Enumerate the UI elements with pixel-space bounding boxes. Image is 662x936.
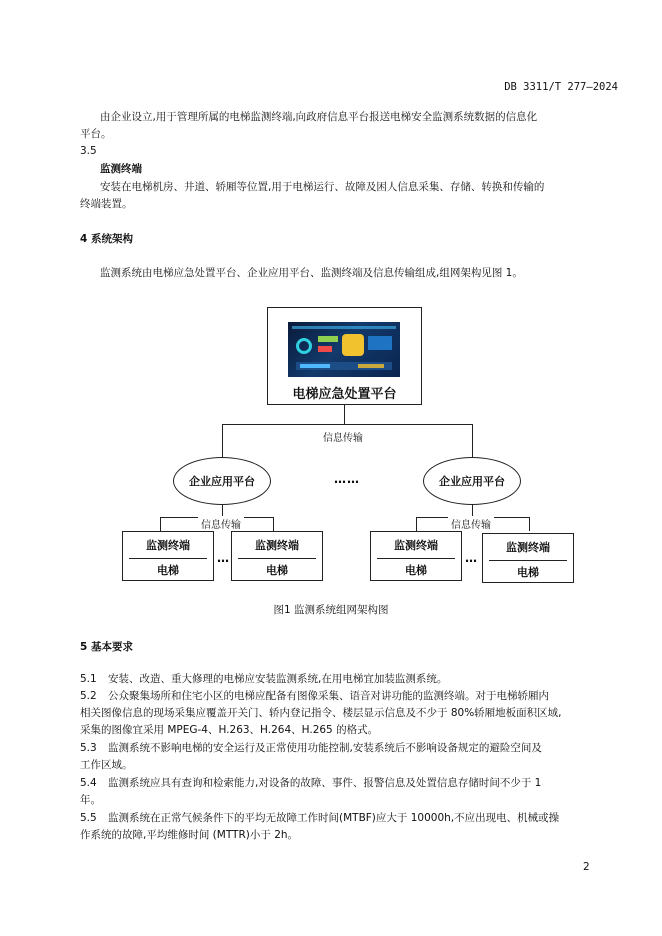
section-heading: 4 系统架构 bbox=[80, 233, 133, 245]
paragraph-line: 监测系统应具有查询和检索能力,对设备的故障、事件、报警信息及处置信息存储时间不少于 1 bbox=[108, 777, 542, 789]
enterprise-platform-right: 企业应用平台 bbox=[423, 457, 521, 505]
paragraph-line: 作系统的故障,平均维修时间 (MTTR)小于 2h。 bbox=[80, 829, 299, 841]
paragraph-line: 公众聚集场所和住宅小区的电梯应配备有图像采集、语音对讲功能的监测终端。对于电梯轿厢内 bbox=[108, 690, 549, 702]
paragraph-line: 安装在电梯机房、井道、轿厢等位置,用于电梯运行、故障及困人信息采集、存储、转换和传输的 bbox=[100, 181, 545, 193]
terminal-box bbox=[231, 531, 323, 581]
terminal-label: 监测终端 bbox=[506, 541, 550, 554]
terminal-ellipsis: … bbox=[465, 551, 478, 565]
terminal-box bbox=[482, 533, 574, 583]
paragraph-line: 相关图像信息的现场采集应覆盖开关门、轿内登记指令、楼层显示信息及不少于 80%轿厢地板面积区域, bbox=[80, 707, 562, 719]
info-transfer-label-right: 信息传输 bbox=[448, 516, 494, 531]
figure-caption: 图1 监测系统组网架构图 bbox=[273, 604, 389, 616]
clause-number: 3.5 bbox=[80, 145, 97, 157]
paragraph-line: 平台。 bbox=[80, 128, 112, 140]
clause-number: 5.3 bbox=[80, 742, 97, 754]
dashboard-screenshot-icon bbox=[288, 322, 400, 377]
clause-number: 5.1 bbox=[80, 673, 97, 685]
term-title: 监测终端 bbox=[100, 163, 142, 175]
paragraph-line: 安装、改造、重大修理的电梯应安装监测系统,在用电梯宜加装监测系统。 bbox=[108, 673, 448, 685]
enterprise-platform-left: 企业应用平台 bbox=[173, 457, 271, 505]
info-transfer-label: 信息传输 bbox=[320, 429, 366, 444]
paragraph-line: 采集的图像宜采用 MPEG-4、H.263、H.264、H.265 的格式。 bbox=[80, 724, 379, 736]
elevator-label: 电梯 bbox=[517, 566, 539, 579]
emergency-platform-box bbox=[267, 307, 422, 405]
terminal-ellipsis: … bbox=[217, 551, 230, 565]
middle-ellipsis: …… bbox=[334, 472, 360, 486]
paragraph-line: 工作区域。 bbox=[80, 759, 133, 771]
section-heading: 5 基本要求 bbox=[80, 641, 133, 653]
paragraph-line: 监测系统由电梯应急处置平台、企业应用平台、监测终端及信息传输组成,组网架构见图 1。 bbox=[100, 267, 523, 279]
paragraph-line: 年。 bbox=[80, 794, 101, 806]
clause-number: 5.2 bbox=[80, 690, 97, 702]
terminal-box bbox=[370, 531, 462, 581]
standard-code: DB 3311/T 277—2024 bbox=[504, 81, 618, 93]
terminal-box bbox=[122, 531, 214, 581]
terminal-label: 监测终端 bbox=[146, 539, 190, 552]
clause-number: 5.5 bbox=[80, 812, 97, 824]
info-transfer-label-left: 信息传输 bbox=[198, 516, 244, 531]
paragraph-line: 监测系统在正常气候条件下的平均无故障工作时间(MTBF)应大于 10000h,不应出现电、机械或操 bbox=[108, 812, 560, 824]
terminal-label: 监测终端 bbox=[255, 539, 299, 552]
paragraph-line: 终端装置。 bbox=[80, 198, 133, 210]
network-diagram bbox=[120, 305, 580, 590]
clause-number: 5.4 bbox=[80, 777, 97, 789]
paragraph-line: 监测系统不影响电梯的安全运行及正常使用功能控制,安装系统后不影响设备规定的避险空间及 bbox=[108, 742, 542, 754]
platform-label: 电梯应急处置平台 bbox=[292, 387, 397, 402]
terminal-label: 监测终端 bbox=[394, 539, 438, 552]
elevator-label: 电梯 bbox=[266, 564, 288, 577]
elevator-label: 电梯 bbox=[157, 564, 179, 577]
page-number: 2 bbox=[583, 861, 590, 873]
elevator-label: 电梯 bbox=[405, 564, 427, 577]
paragraph-line: 由企业设立,用于管理所属的电梯监测终端,向政府信息平台报送电梯安全监测系统数据的信息化 bbox=[100, 111, 538, 123]
